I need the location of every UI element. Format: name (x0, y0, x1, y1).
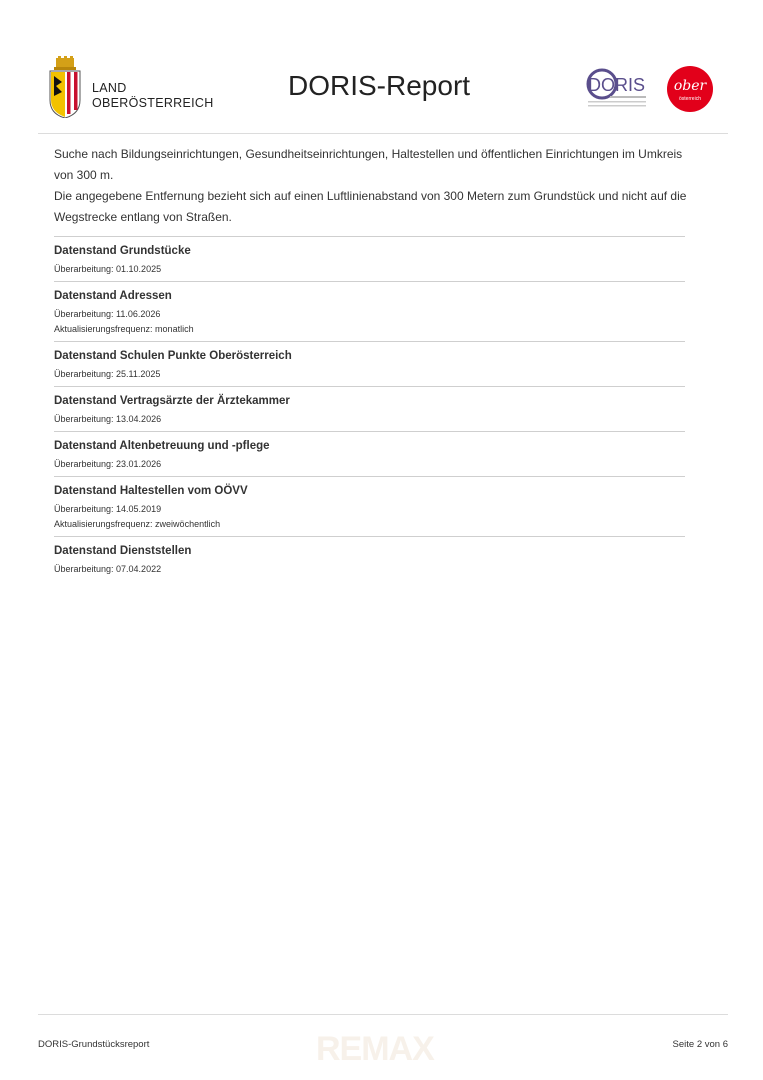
section-grundstuecke (54, 236, 685, 281)
land-line-1: LAND (92, 81, 127, 95)
land-logo-text (92, 81, 214, 111)
header-divider (38, 133, 728, 134)
report-header (38, 52, 728, 122)
report-title: DORIS-Report (288, 70, 471, 101)
doris-logo-text: DORIS (588, 75, 646, 95)
section-title: Datenstand Dienststellen (54, 545, 192, 557)
section-revision: Überarbeitung: 07.04.2022 (54, 564, 162, 574)
section-title: Datenstand Haltestellen vom OÖVV (54, 485, 248, 497)
section-vertragsaerzte (54, 386, 685, 431)
section-title: Datenstand Adressen (54, 290, 172, 302)
footer-divider (38, 1014, 728, 1015)
section-frequency: Aktualisierungsfrequenz: zweiwöchentlich (54, 519, 221, 529)
section-frequency: Aktualisierungsfrequenz: monatlich (54, 324, 194, 334)
coat-of-arms-icon (48, 56, 82, 118)
oberoesterreich-logo (666, 65, 714, 113)
section-schulen (54, 341, 685, 386)
doris-logo (584, 66, 652, 110)
intro-text (54, 144, 694, 228)
data-status-list (54, 236, 685, 581)
intro-paragraph-2: Die angegebene Entfernung bezieht sich auf einen Luftlinienabstand von 300 Metern zum Grundstück und nicht auf die Wegstrecke entlang von Straßen. (54, 189, 687, 224)
section-revision: Überarbeitung: 23.01.2026 (54, 459, 162, 469)
section-altenbetreuung (54, 431, 685, 476)
footer-page-number: Seite 2 von 6 (672, 1039, 728, 1050)
section-dienststellen (54, 536, 685, 581)
section-title: Datenstand Schulen Punkte Oberösterreich (54, 350, 292, 362)
section-revision: Überarbeitung: 01.10.2025 (54, 264, 162, 274)
footer-report-name: DORIS-Grundstücksreport (38, 1039, 150, 1050)
section-adressen (54, 281, 685, 341)
section-title: Datenstand Vertragsärzte der Ärztekammer (54, 395, 290, 407)
section-revision: Überarbeitung: 25.11.2025 (54, 369, 161, 379)
section-title: Datenstand Altenbetreuung und -pflege (54, 440, 270, 452)
ober-logo-subtext: österreich (679, 96, 701, 102)
section-title: Datenstand Grundstücke (54, 245, 191, 257)
remax-watermark: REMAX (316, 1030, 434, 1068)
section-revision: Überarbeitung: 13.04.2026 (54, 414, 162, 424)
intro-paragraph-1: Suche nach Bildungseinrichtungen, Gesundheitseinrichtungen, Haltestellen und öffentlichen Einrichtungen im Umkreis von 300 m. (54, 147, 683, 182)
ober-logo-text: ober (673, 78, 707, 94)
land-oberoesterreich-logo (48, 56, 238, 118)
section-haltestellen (54, 476, 685, 536)
section-revision: Überarbeitung: 14.05.2019 (54, 504, 162, 514)
section-revision: Überarbeitung: 11.06.2026 (54, 309, 161, 319)
land-line-2: OBERÖSTERREICH (92, 96, 214, 110)
